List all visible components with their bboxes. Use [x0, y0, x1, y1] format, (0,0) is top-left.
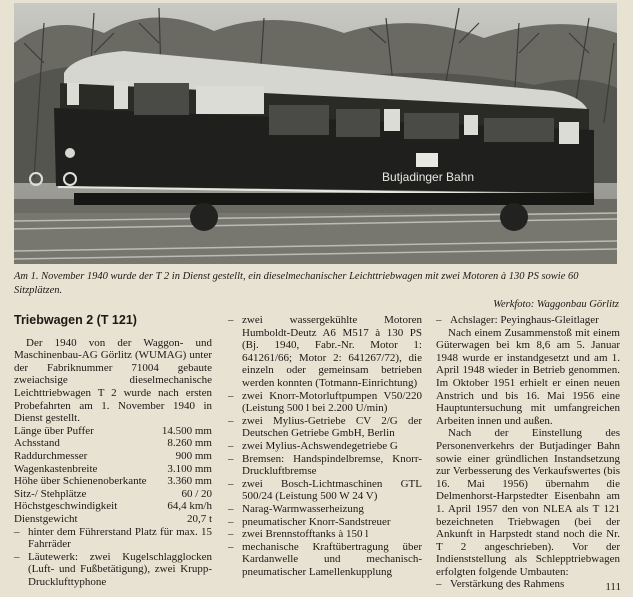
list-item	[436, 578, 620, 591]
list-item	[228, 440, 422, 453]
spec-value: 64,4 km/h	[167, 500, 212, 513]
list-item-text: mechanische Kraftübertragung über Kardanwelle und mechanisch-pneumatischer Lamellenkupplung	[242, 540, 422, 578]
list-item	[228, 516, 422, 529]
dash: –	[228, 477, 234, 490]
list-item	[228, 541, 422, 579]
spec-label: Länge über Puffer	[14, 424, 94, 437]
railcar-lettering: Butjadinger Bahn	[382, 170, 475, 184]
spec-value: 14.500 mm	[161, 424, 212, 437]
spec-row	[14, 450, 212, 463]
caption-text: Am 1. November 1940 wurde der T 2 in Dienst gestellt, ein dieselmechanischer Leichttriebwagen mit zwei Motoren à 130 PS sowie 60 Sitzplätzen.	[14, 271, 579, 296]
list-item	[14, 526, 212, 551]
railcar-photo	[14, 3, 617, 264]
list-item-text: Läutewerk: zwei Kugelschlagglocken (Luft- und Fußbetätigung), zwei Krupp-Drucklufttyphone	[28, 550, 212, 588]
spec-value: 3.360 mm	[167, 475, 212, 488]
list-item-text: hinter dem Führerstand Platz für max. 15 Fahrräder	[28, 525, 212, 551]
spec-value: 900 mm	[175, 449, 212, 462]
list-item-text: Verstärkung des Rahmens	[450, 578, 565, 591]
spec-label: Wagenkastenbreite	[14, 462, 98, 475]
spec-row	[14, 488, 212, 501]
spec-row	[14, 513, 212, 526]
list-item	[436, 314, 620, 327]
spec-value: 3.100 mm	[167, 462, 212, 475]
list-item-text: zwei Bosch-Lichtmaschinen GTL 500/24 (Leistung 500 W 24 V)	[242, 477, 422, 503]
spec-value: 8.260 mm	[167, 437, 212, 450]
spec-row	[14, 463, 212, 476]
list-item	[228, 415, 422, 440]
dash: –	[14, 525, 20, 538]
spec-label: Dienstgewicht	[14, 512, 78, 525]
dash: –	[436, 314, 442, 326]
spec-label: Achsstand	[14, 437, 60, 450]
dash: –	[228, 414, 234, 427]
paragraph: Nach einem Zusammenstoß mit einem Güterwagen bei km 8,6 am 5. Januar 1948 wurde er instandgesetzt und am 1. April 1948 wieder in Betrieb genommen. Im Oktober 1951 erhielt er einen neuen Anstrich und bis 16. Mai 1956 eine Hauptuntersuchung mit umfangreichen Arbeiten innen und außen.	[436, 326, 620, 427]
photo-credit: Werkfoto: Waggonbau Görlitz	[493, 299, 619, 310]
dash: –	[228, 439, 234, 452]
spec-label: Höchstgeschwindigkeit	[14, 500, 118, 513]
list-item	[228, 453, 422, 478]
spec-row	[14, 437, 212, 450]
list-item-text: zwei Mylius-Getriebe CV 2/G der Deutschen Getriebe GmbH, Berlin	[242, 414, 422, 440]
list-item	[228, 478, 422, 503]
dash: –	[14, 550, 20, 563]
list-item-text: zwei Knorr-Motorluftpumpen V50/220 (Leistung 500 l bei 2.200 U/min)	[242, 389, 422, 415]
spec-label: Höhe über Schienenoberkante	[14, 475, 147, 488]
spec-value: 20,7 t	[186, 512, 212, 525]
list-item	[228, 314, 422, 390]
list-item-text: pneumatischer Knorr-Sandstreuer	[242, 515, 391, 528]
dash: –	[228, 502, 234, 515]
list-item	[14, 551, 212, 589]
spec-row	[14, 500, 212, 513]
list-item-text: Narag-Warmwasserheizung	[242, 502, 364, 515]
list-item-text: zwei wassergekühlte Motoren Humboldt-Deutz A6 M517 à 130 PS (Bj. 1940, Fabr.-Nr. Motor 1: 641261/66; Motor 2: 641267/72), die einzeln oder gemeinsam betrieben werden konnten (Totmann-Einrichtung)	[242, 314, 422, 389]
list-item	[228, 390, 422, 415]
column-1	[14, 314, 212, 588]
spec-list	[14, 425, 212, 526]
dash: –	[228, 314, 234, 326]
paragraph: Nach der Einstellung des Personenverkehrs der Butjadinger Bahn sowie einer gründlichen Instandsetzung zur Verbesserung des Verkaufswertes (bis 16. Mai 1956) übernahm die Delmenhorst-Harpstedter Eisenbahn am 1. April 1957 den von NLEA als T 121 bezeichneten Triebwagen (bei der Ankunft in Harpstedt stand noch die Nr. T 2 angeschrieben). Vor der Indienststellung als Schlepptriebwagen erfolgten folgende Umbauten:	[436, 427, 620, 578]
dash: –	[228, 540, 234, 553]
list-item-text: Achslager: Peyinghaus-Gleitlager	[450, 314, 599, 326]
page-number: 111	[605, 581, 621, 593]
list-item-text: Bremsen: Handspindelbremse, Knorr-Druckluftbremse	[242, 452, 422, 478]
list-item	[228, 528, 422, 541]
column-2	[228, 314, 422, 578]
dash: –	[228, 389, 234, 402]
spec-row	[14, 475, 212, 488]
dash: –	[436, 578, 442, 591]
spec-label: Sitz-/ Stehplätze	[14, 487, 87, 500]
dash: –	[228, 452, 234, 465]
spec-value: 60 / 20	[181, 487, 212, 500]
list-item	[228, 503, 422, 516]
column-3	[436, 314, 620, 591]
photo-caption	[14, 270, 619, 312]
intro-paragraph: Der 1940 von der Waggon- und Maschinenbau-AG Görlitz (WUMAG) unter der Fabriknummer 71004 gebaute zweiachsige dieselmechanische Leichttriebwagen T 2 wurde nach ersten Probefahrten am 1. November 1940 in Dienst gestellt.	[14, 336, 212, 425]
dash: –	[228, 515, 234, 528]
spec-label: Raddurchmesser	[14, 449, 88, 462]
list-item-text: zwei Mylius-Achswendegetriebe G	[242, 439, 398, 452]
spec-row	[14, 425, 212, 438]
dash: –	[228, 528, 234, 541]
section-heading: Triebwagen 2 (T 121)	[14, 313, 137, 327]
list-item-text: zwei Brennstofftanks à 150 l	[242, 528, 369, 541]
